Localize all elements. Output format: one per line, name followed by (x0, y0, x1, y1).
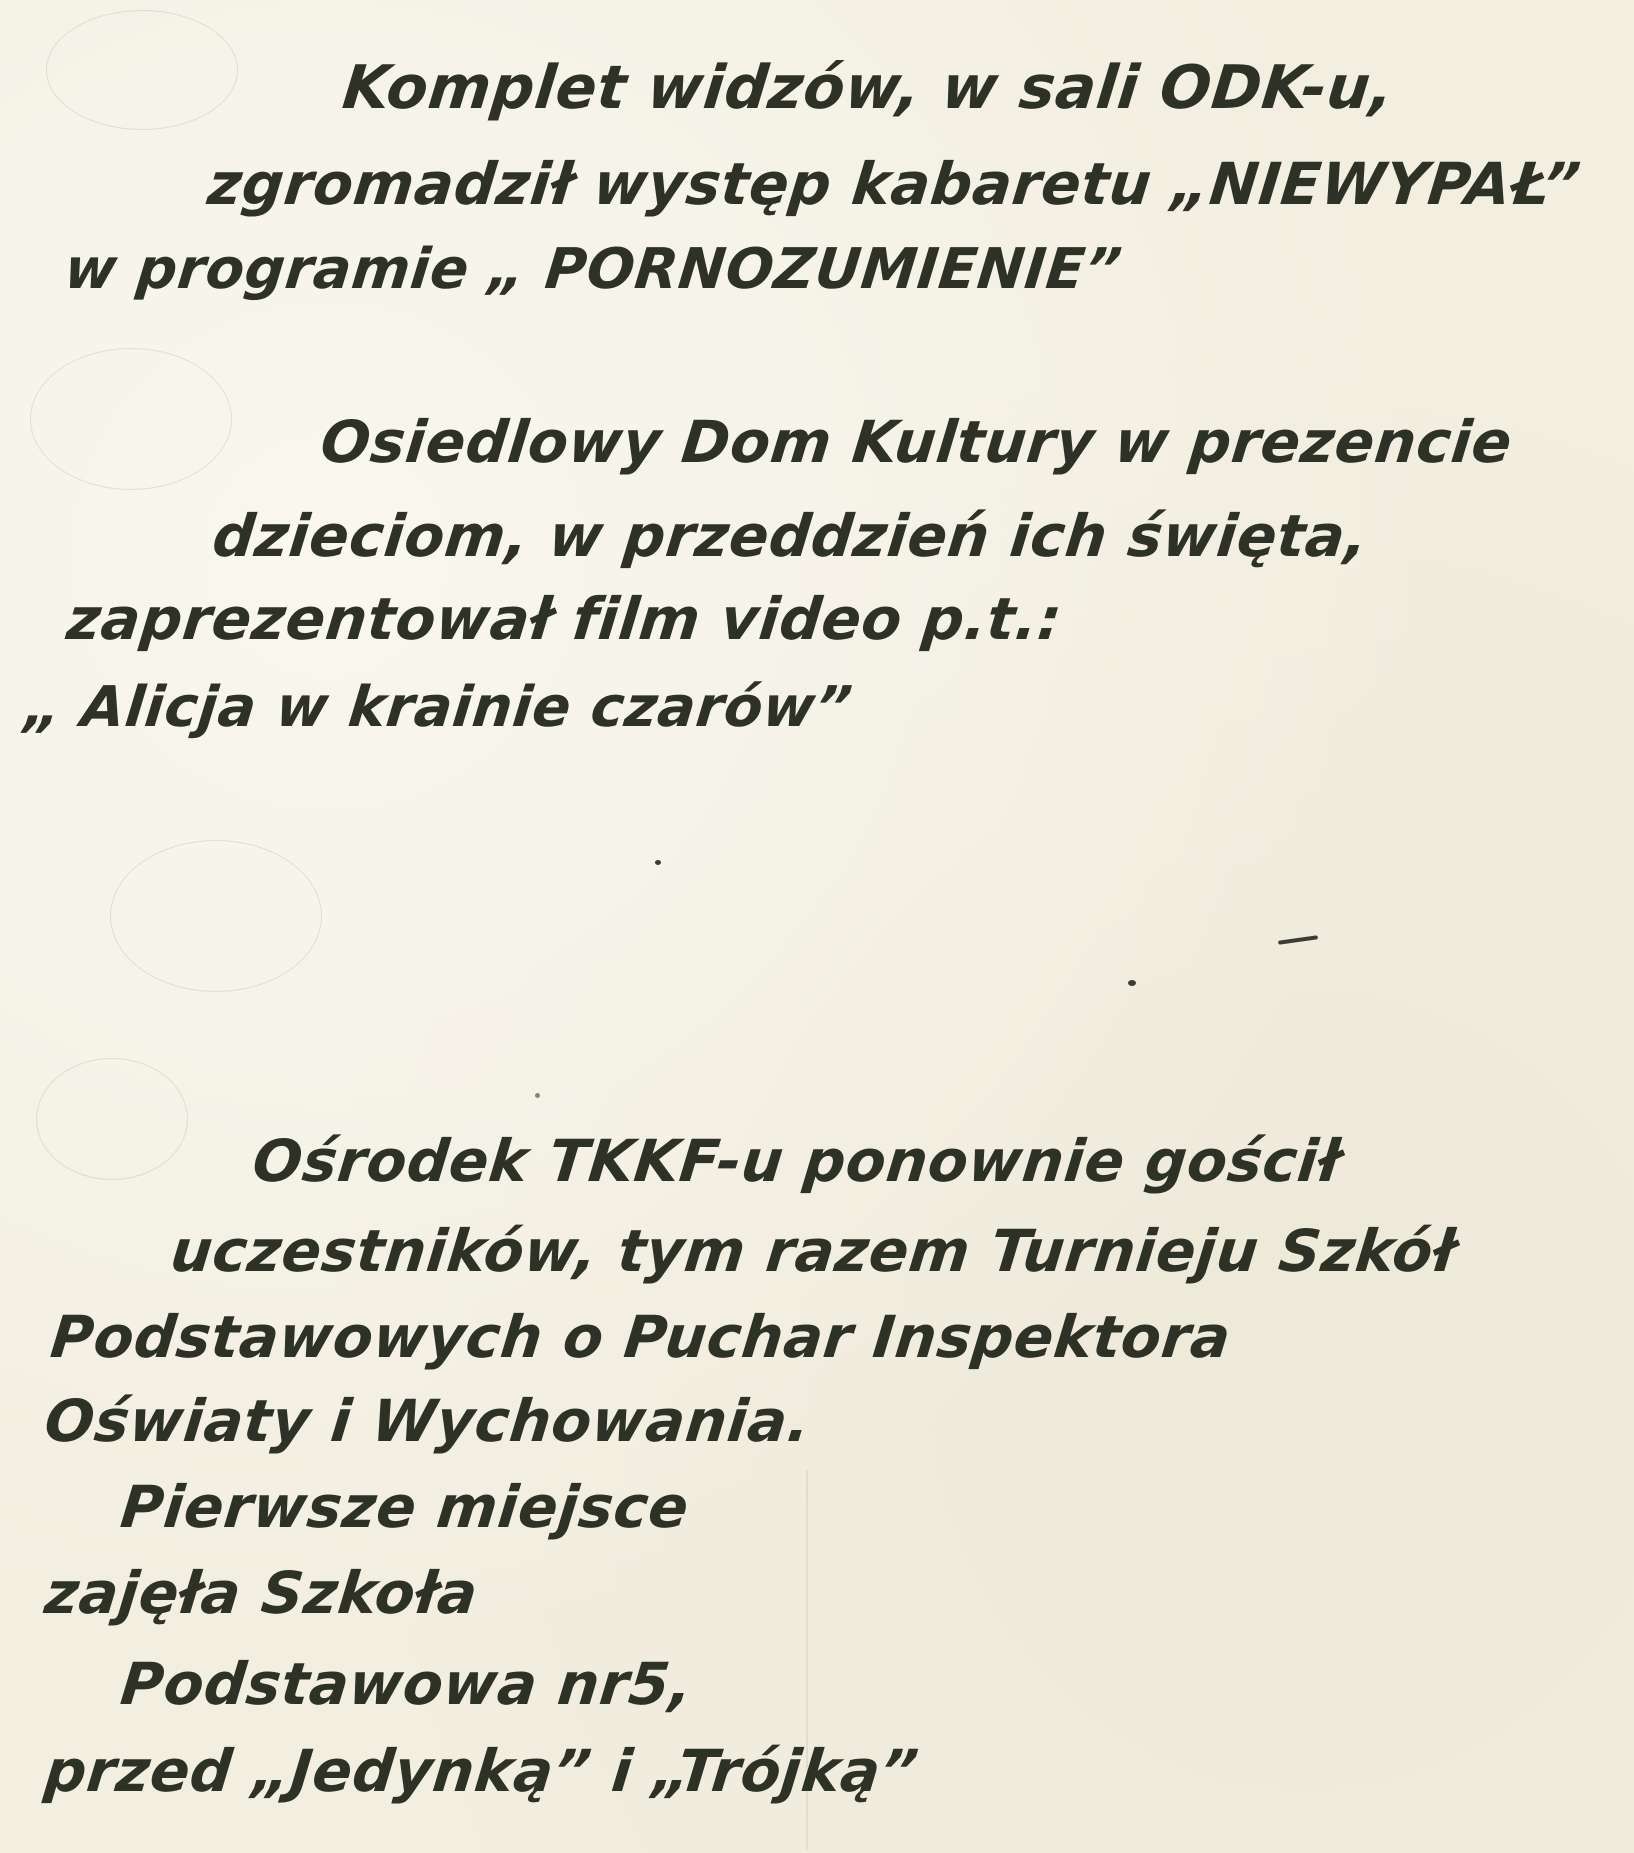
text-line: w programie „ PORNOZUMIENIE” (61, 237, 1126, 302)
text-line: Podstawowych o Puchar Inspektora (47, 1303, 1235, 1371)
text-line: Oświaty i Wychowania. (41, 1387, 814, 1455)
text-line: Pierwsze miejsce (117, 1473, 693, 1541)
text-line: Podstawowa nr5, (117, 1650, 697, 1718)
pencil-circle-mark (36, 1058, 188, 1180)
pencil-circle-mark (46, 10, 238, 130)
text-line: przed „Jedynką” i „Trójką” (41, 1737, 922, 1805)
text-line: „ Alicja w krainie czarów” (21, 675, 856, 740)
text-line: zajęła Szkoła (41, 1559, 482, 1627)
ink-dot (655, 860, 661, 865)
text-line: zaprezentował film video p.t.: (63, 585, 1066, 653)
pencil-circle-mark (30, 348, 232, 490)
pencil-circle-mark (110, 840, 322, 992)
text-line: Komplet widzów, w sali ODK-u, (339, 53, 1398, 123)
text-line: uczestników, tym razem Turnieju Szkół (167, 1217, 1459, 1285)
ink-dot (535, 1093, 540, 1098)
text-line: dzieciom, w przeddzień ich święta, (209, 502, 1372, 570)
ink-dot (1128, 980, 1136, 986)
text-line: Ośrodek TKKF-u ponownie gościł (249, 1127, 1344, 1195)
text-line: Osiedlowy Dom Kultury w prezencie (317, 408, 1516, 476)
ink-dash (1278, 935, 1318, 945)
text-line: zgromadził występ kabaretu „NIEWYPAŁ” (204, 150, 1585, 218)
